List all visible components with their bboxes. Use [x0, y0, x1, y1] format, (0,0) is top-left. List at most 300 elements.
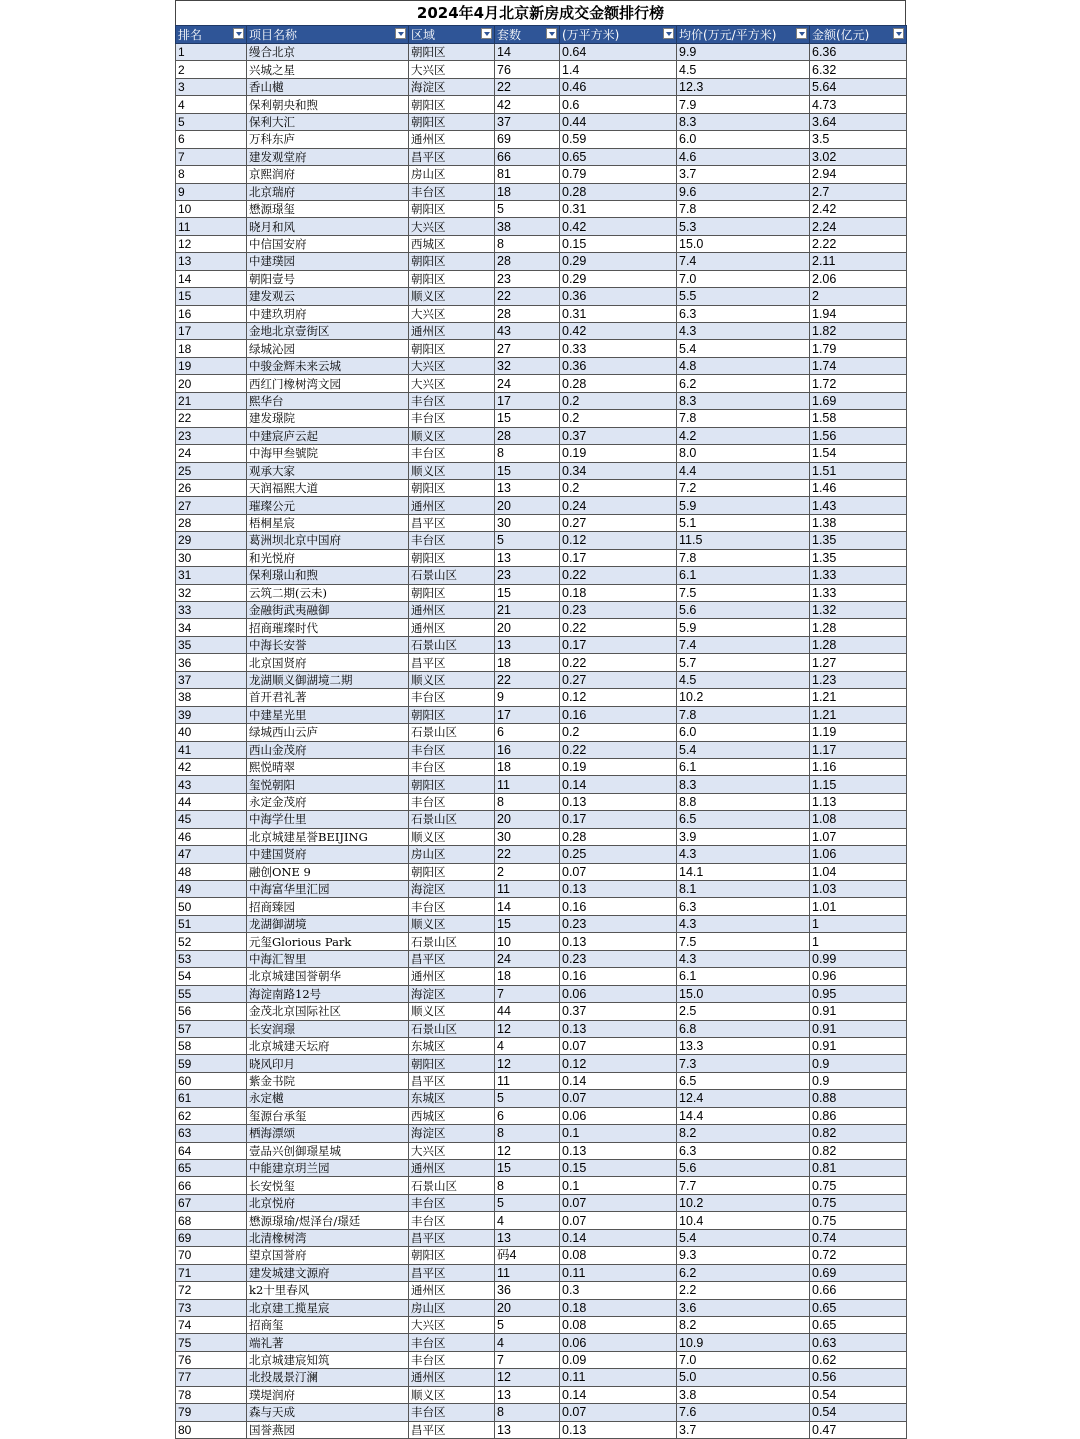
- avg-price-cell[interactable]: 6.2: [677, 375, 810, 392]
- project-name-cell[interactable]: 栖海漂颂: [247, 1125, 409, 1142]
- area-cell[interactable]: 0.13: [560, 933, 677, 950]
- units-cell[interactable]: 42: [495, 96, 560, 113]
- district-cell[interactable]: 东城区: [409, 1090, 495, 1107]
- district-cell[interactable]: 朝阳区: [409, 706, 495, 723]
- avg-price-cell[interactable]: 6.3: [677, 1142, 810, 1159]
- district-cell[interactable]: 石景山区: [409, 811, 495, 828]
- rank-cell[interactable]: 11: [176, 218, 247, 235]
- rank-cell[interactable]: 35: [176, 636, 247, 653]
- project-name-cell[interactable]: 中建宸庐云起: [247, 427, 409, 444]
- project-name-cell[interactable]: 龙湖御湖境: [247, 915, 409, 932]
- units-cell[interactable]: 8: [495, 1177, 560, 1194]
- avg-price-cell[interactable]: 8.8: [677, 793, 810, 810]
- rank-cell[interactable]: 44: [176, 793, 247, 810]
- units-cell[interactable]: 22: [495, 288, 560, 305]
- project-name-cell[interactable]: 金地北京壹街区: [247, 323, 409, 340]
- district-cell[interactable]: 房山区: [409, 1299, 495, 1316]
- units-cell[interactable]: 13: [495, 636, 560, 653]
- avg-price-cell[interactable]: 14.1: [677, 863, 810, 880]
- units-cell[interactable]: 32: [495, 357, 560, 374]
- amount-cell[interactable]: 5.64: [810, 78, 907, 95]
- amount-cell[interactable]: 0.91: [810, 1020, 907, 1037]
- project-name-cell[interactable]: 国誉燕园: [247, 1421, 409, 1438]
- amount-cell[interactable]: 1.56: [810, 427, 907, 444]
- rank-cell[interactable]: 69: [176, 1229, 247, 1246]
- units-cell[interactable]: 27: [495, 340, 560, 357]
- area-cell[interactable]: 0.18: [560, 1299, 677, 1316]
- district-cell[interactable]: 海淀区: [409, 881, 495, 898]
- area-cell[interactable]: 0.22: [560, 741, 677, 758]
- project-name-cell[interactable]: 建发城建文源府: [247, 1264, 409, 1281]
- area-cell[interactable]: 0.09: [560, 1351, 677, 1368]
- units-cell[interactable]: 20: [495, 1299, 560, 1316]
- project-name-cell[interactable]: 北京国贤府: [247, 654, 409, 671]
- district-cell[interactable]: 石景山区: [409, 1020, 495, 1037]
- area-cell[interactable]: 0.13: [560, 793, 677, 810]
- amount-cell[interactable]: 6.32: [810, 61, 907, 78]
- avg-price-cell[interactable]: 8.0: [677, 445, 810, 462]
- amount-cell[interactable]: 1.01: [810, 898, 907, 915]
- avg-price-cell[interactable]: 3.7: [677, 1421, 810, 1438]
- project-name-cell[interactable]: 缦合北京: [247, 44, 409, 61]
- units-cell[interactable]: 5: [495, 1316, 560, 1333]
- units-cell[interactable]: 15: [495, 462, 560, 479]
- district-cell[interactable]: 通州区: [409, 323, 495, 340]
- district-cell[interactable]: 大兴区: [409, 357, 495, 374]
- rank-cell[interactable]: 73: [176, 1299, 247, 1316]
- project-name-cell[interactable]: 香山樾: [247, 78, 409, 95]
- district-cell[interactable]: 丰台区: [409, 689, 495, 706]
- amount-cell[interactable]: 1.28: [810, 636, 907, 653]
- rank-cell[interactable]: 40: [176, 724, 247, 741]
- amount-cell[interactable]: 3.64: [810, 113, 907, 130]
- units-cell[interactable]: 6: [495, 1107, 560, 1124]
- amount-cell[interactable]: 0.54: [810, 1404, 907, 1421]
- rank-cell[interactable]: 14: [176, 270, 247, 287]
- avg-price-cell[interactable]: 6.1: [677, 567, 810, 584]
- amount-cell[interactable]: 1.38: [810, 514, 907, 531]
- amount-cell[interactable]: 1.06: [810, 846, 907, 863]
- amount-cell[interactable]: 0.47: [810, 1421, 907, 1438]
- avg-price-cell[interactable]: 6.3: [677, 898, 810, 915]
- district-cell[interactable]: 朝阳区: [409, 113, 495, 130]
- rank-cell[interactable]: 15: [176, 288, 247, 305]
- rank-cell[interactable]: 39: [176, 706, 247, 723]
- avg-price-cell[interactable]: 14.4: [677, 1107, 810, 1124]
- amount-cell[interactable]: 1.28: [810, 619, 907, 636]
- project-name-cell[interactable]: 中海长安誉: [247, 636, 409, 653]
- project-name-cell[interactable]: 中建国贤府: [247, 846, 409, 863]
- project-name-cell[interactable]: 万科东庐: [247, 131, 409, 148]
- units-cell[interactable]: 81: [495, 166, 560, 183]
- units-cell[interactable]: 22: [495, 78, 560, 95]
- avg-price-cell[interactable]: 4.3: [677, 950, 810, 967]
- units-cell[interactable]: 18: [495, 968, 560, 985]
- units-cell[interactable]: 37: [495, 113, 560, 130]
- amount-cell[interactable]: 1.94: [810, 305, 907, 322]
- rank-cell[interactable]: 52: [176, 933, 247, 950]
- avg-price-cell[interactable]: 7.8: [677, 706, 810, 723]
- avg-price-cell[interactable]: 10.9: [677, 1334, 810, 1351]
- area-cell[interactable]: 0.06: [560, 1107, 677, 1124]
- district-cell[interactable]: 昌平区: [409, 950, 495, 967]
- area-cell[interactable]: 0.16: [560, 898, 677, 915]
- avg-price-cell[interactable]: 6.1: [677, 758, 810, 775]
- units-cell[interactable]: 17: [495, 706, 560, 723]
- rank-cell[interactable]: 33: [176, 602, 247, 619]
- project-name-cell[interactable]: 中海富华里汇园: [247, 881, 409, 898]
- units-cell[interactable]: 22: [495, 846, 560, 863]
- area-cell[interactable]: 0.33: [560, 340, 677, 357]
- area-cell[interactable]: 0.11: [560, 1264, 677, 1281]
- rank-cell[interactable]: 37: [176, 671, 247, 688]
- district-cell[interactable]: 通州区: [409, 131, 495, 148]
- project-name-cell[interactable]: k2十里春风: [247, 1282, 409, 1299]
- project-name-cell[interactable]: 中海汇智里: [247, 950, 409, 967]
- avg-price-cell[interactable]: 7.7: [677, 1177, 810, 1194]
- avg-price-cell[interactable]: 7.8: [677, 200, 810, 217]
- units-cell[interactable]: 69: [495, 131, 560, 148]
- rank-cell[interactable]: 1: [176, 44, 247, 61]
- rank-cell[interactable]: 32: [176, 584, 247, 601]
- area-cell[interactable]: 0.18: [560, 584, 677, 601]
- area-cell[interactable]: 0.08: [560, 1247, 677, 1264]
- filter-dropdown-icon[interactable]: [395, 28, 406, 39]
- units-cell[interactable]: 24: [495, 375, 560, 392]
- area-cell[interactable]: 0.23: [560, 602, 677, 619]
- district-cell[interactable]: 大兴区: [409, 375, 495, 392]
- rank-cell[interactable]: 55: [176, 985, 247, 1002]
- units-cell[interactable]: 38: [495, 218, 560, 235]
- rank-cell[interactable]: 66: [176, 1177, 247, 1194]
- project-name-cell[interactable]: 中骏金辉未来云城: [247, 357, 409, 374]
- units-cell[interactable]: 15: [495, 1160, 560, 1177]
- amount-cell[interactable]: 1.35: [810, 532, 907, 549]
- amount-cell[interactable]: 0.82: [810, 1142, 907, 1159]
- district-cell[interactable]: 丰台区: [409, 183, 495, 200]
- area-cell[interactable]: 0.36: [560, 357, 677, 374]
- avg-price-cell[interactable]: 12.3: [677, 78, 810, 95]
- amount-cell[interactable]: 0.82: [810, 1125, 907, 1142]
- area-cell[interactable]: 0.28: [560, 183, 677, 200]
- amount-cell[interactable]: 0.81: [810, 1160, 907, 1177]
- area-cell[interactable]: 0.23: [560, 950, 677, 967]
- district-cell[interactable]: 丰台区: [409, 1212, 495, 1229]
- units-cell[interactable]: 18: [495, 183, 560, 200]
- avg-price-cell[interactable]: 7.2: [677, 479, 810, 496]
- avg-price-cell[interactable]: 8.2: [677, 1125, 810, 1142]
- amount-cell[interactable]: 0.99: [810, 950, 907, 967]
- rank-cell[interactable]: 13: [176, 253, 247, 270]
- units-cell[interactable]: 15: [495, 915, 560, 932]
- district-cell[interactable]: 海淀区: [409, 1125, 495, 1142]
- amount-cell[interactable]: 1.17: [810, 741, 907, 758]
- area-cell[interactable]: 0.17: [560, 549, 677, 566]
- district-cell[interactable]: 昌平区: [409, 514, 495, 531]
- units-cell[interactable]: 18: [495, 758, 560, 775]
- units-cell[interactable]: 23: [495, 270, 560, 287]
- district-cell[interactable]: 丰台区: [409, 741, 495, 758]
- district-cell[interactable]: 顺义区: [409, 1386, 495, 1403]
- avg-price-cell[interactable]: 3.6: [677, 1299, 810, 1316]
- area-cell[interactable]: 0.37: [560, 427, 677, 444]
- district-cell[interactable]: 通州区: [409, 1160, 495, 1177]
- area-cell[interactable]: 0.11: [560, 1369, 677, 1386]
- filter-dropdown-icon[interactable]: [233, 28, 244, 39]
- units-cell[interactable]: 13: [495, 549, 560, 566]
- district-cell[interactable]: 通州区: [409, 968, 495, 985]
- units-cell[interactable]: 13: [495, 1386, 560, 1403]
- amount-cell[interactable]: 2.7: [810, 183, 907, 200]
- avg-price-cell[interactable]: 4.6: [677, 148, 810, 165]
- project-name-cell[interactable]: 端礼著: [247, 1334, 409, 1351]
- area-cell[interactable]: 0.07: [560, 1090, 677, 1107]
- units-cell[interactable]: 码4: [495, 1247, 560, 1264]
- rank-cell[interactable]: 70: [176, 1247, 247, 1264]
- rank-cell[interactable]: 19: [176, 357, 247, 374]
- project-name-cell[interactable]: 招商璀璨时代: [247, 619, 409, 636]
- rank-cell[interactable]: 12: [176, 235, 247, 252]
- district-cell[interactable]: 西城区: [409, 235, 495, 252]
- avg-price-cell[interactable]: 11.5: [677, 532, 810, 549]
- project-name-cell[interactable]: 招商臻园: [247, 898, 409, 915]
- project-name-cell[interactable]: 建发观云: [247, 288, 409, 305]
- district-cell[interactable]: 朝阳区: [409, 44, 495, 61]
- units-cell[interactable]: 20: [495, 811, 560, 828]
- project-name-cell[interactable]: 长安悦玺: [247, 1177, 409, 1194]
- area-cell[interactable]: 0.22: [560, 619, 677, 636]
- amount-cell[interactable]: 1.04: [810, 863, 907, 880]
- district-cell[interactable]: 丰台区: [409, 445, 495, 462]
- amount-cell[interactable]: 0.9: [810, 1055, 907, 1072]
- district-cell[interactable]: 朝阳区: [409, 270, 495, 287]
- avg-price-cell[interactable]: 7.6: [677, 1404, 810, 1421]
- rank-cell[interactable]: 80: [176, 1421, 247, 1438]
- units-cell[interactable]: 11: [495, 1264, 560, 1281]
- rank-cell[interactable]: 31: [176, 567, 247, 584]
- district-cell[interactable]: 昌平区: [409, 1229, 495, 1246]
- amount-cell[interactable]: 1.82: [810, 323, 907, 340]
- avg-price-cell[interactable]: 4.4: [677, 462, 810, 479]
- avg-price-cell[interactable]: 8.2: [677, 1316, 810, 1333]
- area-cell[interactable]: 0.1: [560, 1177, 677, 1194]
- rank-cell[interactable]: 29: [176, 532, 247, 549]
- area-cell[interactable]: 0.17: [560, 636, 677, 653]
- district-cell[interactable]: 朝阳区: [409, 1055, 495, 1072]
- amount-cell[interactable]: 0.96: [810, 968, 907, 985]
- units-cell[interactable]: 43: [495, 323, 560, 340]
- district-cell[interactable]: 房山区: [409, 846, 495, 863]
- avg-price-cell[interactable]: 4.3: [677, 323, 810, 340]
- area-cell[interactable]: 0.65: [560, 148, 677, 165]
- amount-cell[interactable]: 1.13: [810, 793, 907, 810]
- units-cell[interactable]: 22: [495, 671, 560, 688]
- amount-cell[interactable]: 0.75: [810, 1212, 907, 1229]
- units-cell[interactable]: 12: [495, 1055, 560, 1072]
- district-cell[interactable]: 通州区: [409, 1282, 495, 1299]
- amount-cell[interactable]: 2.42: [810, 200, 907, 217]
- district-cell[interactable]: 顺义区: [409, 427, 495, 444]
- units-cell[interactable]: 4: [495, 1334, 560, 1351]
- area-cell[interactable]: 0.2: [560, 479, 677, 496]
- district-cell[interactable]: 海淀区: [409, 985, 495, 1002]
- area-cell[interactable]: 0.31: [560, 305, 677, 322]
- district-cell[interactable]: 朝阳区: [409, 340, 495, 357]
- project-name-cell[interactable]: 中海甲叁號院: [247, 445, 409, 462]
- area-cell[interactable]: 0.31: [560, 200, 677, 217]
- units-cell[interactable]: 20: [495, 497, 560, 514]
- amount-cell[interactable]: 1.23: [810, 671, 907, 688]
- units-cell[interactable]: 4: [495, 1037, 560, 1054]
- units-cell[interactable]: 5: [495, 532, 560, 549]
- district-cell[interactable]: 大兴区: [409, 1316, 495, 1333]
- rank-cell[interactable]: 6: [176, 131, 247, 148]
- rank-cell[interactable]: 68: [176, 1212, 247, 1229]
- rank-cell[interactable]: 21: [176, 392, 247, 409]
- units-cell[interactable]: 5: [495, 200, 560, 217]
- area-cell[interactable]: 0.42: [560, 218, 677, 235]
- avg-price-cell[interactable]: 6.5: [677, 1072, 810, 1089]
- amount-cell[interactable]: 0.54: [810, 1386, 907, 1403]
- units-cell[interactable]: 28: [495, 305, 560, 322]
- rank-cell[interactable]: 56: [176, 1003, 247, 1020]
- amount-cell[interactable]: 0.74: [810, 1229, 907, 1246]
- amount-cell[interactable]: 1.58: [810, 410, 907, 427]
- amount-cell[interactable]: 0.65: [810, 1316, 907, 1333]
- area-cell[interactable]: 0.07: [560, 1037, 677, 1054]
- district-cell[interactable]: 丰台区: [409, 1194, 495, 1211]
- project-name-cell[interactable]: 长安润璟: [247, 1020, 409, 1037]
- project-name-cell[interactable]: 玺悦朝阳: [247, 776, 409, 793]
- area-cell[interactable]: 0.12: [560, 689, 677, 706]
- avg-price-cell[interactable]: 12.4: [677, 1090, 810, 1107]
- units-cell[interactable]: 12: [495, 1020, 560, 1037]
- avg-price-cell[interactable]: 5.6: [677, 602, 810, 619]
- rank-cell[interactable]: 2: [176, 61, 247, 78]
- district-cell[interactable]: 顺义区: [409, 1003, 495, 1020]
- area-cell[interactable]: 0.07: [560, 1404, 677, 1421]
- district-cell[interactable]: 石景山区: [409, 724, 495, 741]
- project-name-cell[interactable]: 海淀南路12号: [247, 985, 409, 1002]
- amount-cell[interactable]: 1.33: [810, 567, 907, 584]
- project-name-cell[interactable]: 壹品兴创御璟星城: [247, 1142, 409, 1159]
- amount-cell[interactable]: 1.08: [810, 811, 907, 828]
- rank-cell[interactable]: 58: [176, 1037, 247, 1054]
- project-name-cell[interactable]: 建发璟院: [247, 410, 409, 427]
- area-cell[interactable]: 0.46: [560, 78, 677, 95]
- project-name-cell[interactable]: 璀璨公元: [247, 497, 409, 514]
- rank-cell[interactable]: 30: [176, 549, 247, 566]
- district-cell[interactable]: 通州区: [409, 602, 495, 619]
- rank-cell[interactable]: 36: [176, 654, 247, 671]
- area-cell[interactable]: 0.06: [560, 985, 677, 1002]
- project-name-cell[interactable]: 朝阳壹号: [247, 270, 409, 287]
- area-cell[interactable]: 0.28: [560, 375, 677, 392]
- units-cell[interactable]: 30: [495, 514, 560, 531]
- rank-cell[interactable]: 79: [176, 1404, 247, 1421]
- area-cell[interactable]: 0.24: [560, 497, 677, 514]
- rank-cell[interactable]: 41: [176, 741, 247, 758]
- units-cell[interactable]: 8: [495, 235, 560, 252]
- district-cell[interactable]: 通州区: [409, 497, 495, 514]
- amount-cell[interactable]: 1.21: [810, 706, 907, 723]
- amount-cell[interactable]: 1.51: [810, 462, 907, 479]
- amount-cell[interactable]: 1.16: [810, 758, 907, 775]
- area-cell[interactable]: 0.27: [560, 514, 677, 531]
- area-cell[interactable]: 0.19: [560, 758, 677, 775]
- project-name-cell[interactable]: 中海学仕里: [247, 811, 409, 828]
- units-cell[interactable]: 30: [495, 828, 560, 845]
- avg-price-cell[interactable]: 5.6: [677, 1160, 810, 1177]
- avg-price-cell[interactable]: 7.0: [677, 270, 810, 287]
- filter-dropdown-icon[interactable]: [481, 28, 492, 39]
- amount-cell[interactable]: 2.24: [810, 218, 907, 235]
- district-cell[interactable]: 昌平区: [409, 1072, 495, 1089]
- amount-cell[interactable]: 0.91: [810, 1003, 907, 1020]
- project-name-cell[interactable]: 金融街武夷融御: [247, 602, 409, 619]
- district-cell[interactable]: 朝阳区: [409, 253, 495, 270]
- rank-cell[interactable]: 67: [176, 1194, 247, 1211]
- district-cell[interactable]: 顺义区: [409, 915, 495, 932]
- avg-price-cell[interactable]: 7.8: [677, 549, 810, 566]
- amount-cell[interactable]: 0.65: [810, 1299, 907, 1316]
- units-cell[interactable]: 2: [495, 863, 560, 880]
- amount-cell[interactable]: 1.69: [810, 392, 907, 409]
- units-cell[interactable]: 13: [495, 1229, 560, 1246]
- rank-cell[interactable]: 20: [176, 375, 247, 392]
- amount-cell[interactable]: 0.91: [810, 1037, 907, 1054]
- rank-cell[interactable]: 59: [176, 1055, 247, 1072]
- rank-cell[interactable]: 5: [176, 113, 247, 130]
- rank-cell[interactable]: 9: [176, 183, 247, 200]
- units-cell[interactable]: 36: [495, 1282, 560, 1299]
- rank-cell[interactable]: 57: [176, 1020, 247, 1037]
- rank-cell[interactable]: 49: [176, 881, 247, 898]
- avg-price-cell[interactable]: 2.5: [677, 1003, 810, 1020]
- amount-cell[interactable]: 2.94: [810, 166, 907, 183]
- units-cell[interactable]: 17: [495, 392, 560, 409]
- units-cell[interactable]: 11: [495, 881, 560, 898]
- project-name-cell[interactable]: 和光悦府: [247, 549, 409, 566]
- district-cell[interactable]: 石景山区: [409, 933, 495, 950]
- district-cell[interactable]: 昌平区: [409, 1421, 495, 1438]
- rank-cell[interactable]: 72: [176, 1282, 247, 1299]
- units-cell[interactable]: 12: [495, 1142, 560, 1159]
- area-cell[interactable]: 0.13: [560, 1142, 677, 1159]
- district-cell[interactable]: 石景山区: [409, 1177, 495, 1194]
- project-name-cell[interactable]: 北京城建宸知筑: [247, 1351, 409, 1368]
- amount-cell[interactable]: 0.9: [810, 1072, 907, 1089]
- amount-cell[interactable]: 1: [810, 915, 907, 932]
- avg-price-cell[interactable]: 4.2: [677, 427, 810, 444]
- area-cell[interactable]: 0.2: [560, 724, 677, 741]
- avg-price-cell[interactable]: 7.0: [677, 1351, 810, 1368]
- district-cell[interactable]: 昌平区: [409, 654, 495, 671]
- project-name-cell[interactable]: 北京悦府: [247, 1194, 409, 1211]
- project-name-cell[interactable]: 保利璟山和煦: [247, 567, 409, 584]
- amount-cell[interactable]: 2.22: [810, 235, 907, 252]
- district-cell[interactable]: 朝阳区: [409, 776, 495, 793]
- district-cell[interactable]: 丰台区: [409, 1334, 495, 1351]
- amount-cell[interactable]: 0.88: [810, 1090, 907, 1107]
- area-cell[interactable]: 0.42: [560, 323, 677, 340]
- avg-price-cell[interactable]: 5.4: [677, 1229, 810, 1246]
- rank-cell[interactable]: 34: [176, 619, 247, 636]
- rank-cell[interactable]: 8: [176, 166, 247, 183]
- avg-price-cell[interactable]: 6.8: [677, 1020, 810, 1037]
- amount-cell[interactable]: 3.02: [810, 148, 907, 165]
- area-cell[interactable]: 0.27: [560, 671, 677, 688]
